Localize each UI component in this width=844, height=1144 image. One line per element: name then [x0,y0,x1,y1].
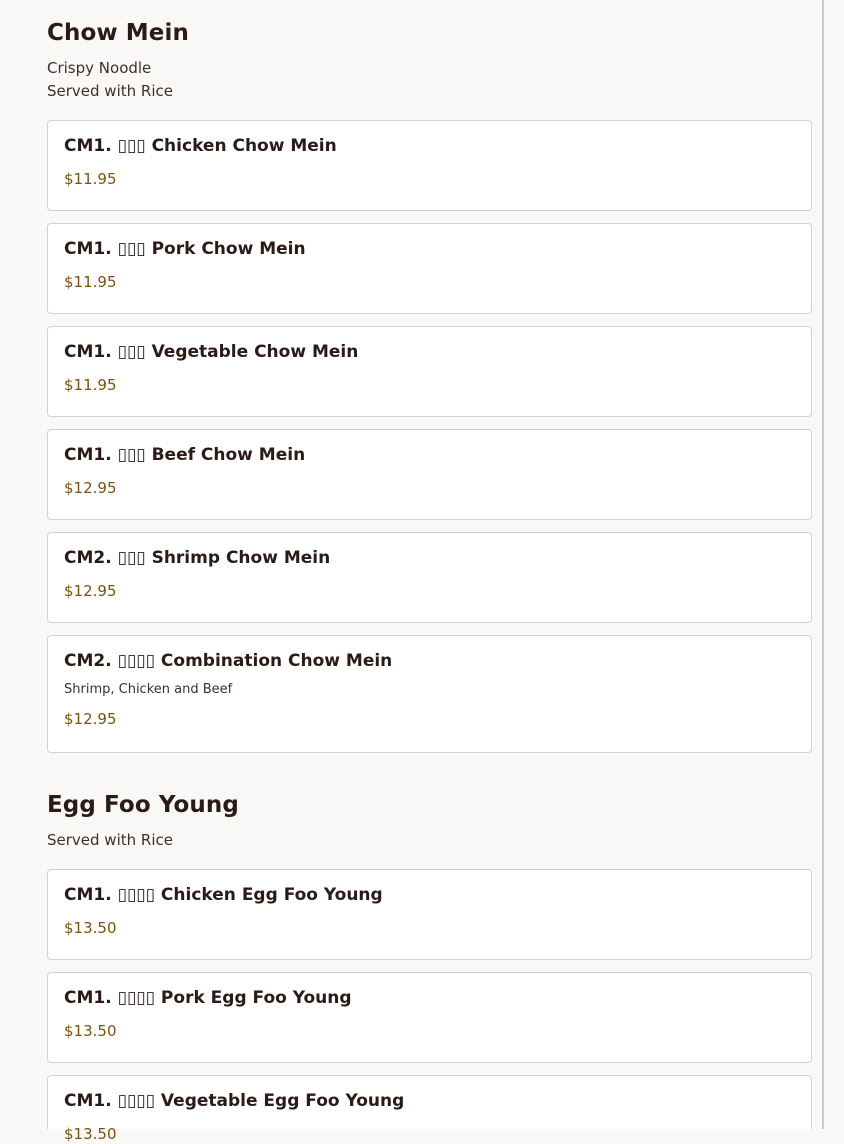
menu-item-price: $11.95 [64,170,117,188]
menu-item-card[interactable] [47,120,812,211]
menu-item-price: $13.50 [64,919,117,937]
menu-item-price: $11.95 [64,273,117,291]
menu-item-name: CM1. ▯▯▯ Beef Chow Mein [64,445,306,465]
menu-item-name: CM2. ▯▯▯ Shrimp Chow Mein [64,548,331,568]
menu-item-price: $12.95 [64,710,117,728]
section-note: Served with Rice [47,82,173,100]
menu-item-name: CM1. ▯▯▯ Chicken Chow Mein [64,136,337,156]
page-divider [822,0,824,1129]
section-title: Chow Mein [47,20,189,46]
menu-item-card[interactable] [47,326,812,417]
section-note: Served with Rice [47,831,173,849]
menu-item-card[interactable] [47,532,812,623]
menu-item-price: $12.95 [64,479,117,497]
menu-item-card[interactable] [47,223,812,314]
menu-item-price: $12.95 [64,582,117,600]
section-note: Crispy Noodle [47,59,152,77]
menu-item-description: Shrimp, Chicken and Beef [64,682,233,697]
menu-item-name: CM1. ▯▯▯ Vegetable Chow Mein [64,342,359,362]
menu-item-name: CM1. ▯▯▯▯ Chicken Egg Foo Young [64,885,383,905]
section-title: Egg Foo Young [47,792,239,818]
menu-item-card[interactable] [47,1075,812,1143]
menu-item-name: CM2. ▯▯▯▯ Combination Chow Mein [64,651,393,671]
menu-item-card[interactable] [47,635,812,753]
menu-item-card[interactable] [47,869,812,960]
menu-item-card[interactable] [47,972,812,1063]
menu-item-price: $13.50 [64,1125,117,1143]
menu-item-price: $11.95 [64,376,117,394]
menu-item-name: CM1. ▯▯▯ Pork Chow Mein [64,239,306,259]
menu-item-price: $13.50 [64,1022,117,1040]
menu-item-card[interactable] [47,429,812,520]
menu-item-name: CM1. ▯▯▯▯ Vegetable Egg Foo Young [64,1091,405,1111]
menu-item-name: CM1. ▯▯▯▯ Pork Egg Foo Young [64,988,352,1008]
